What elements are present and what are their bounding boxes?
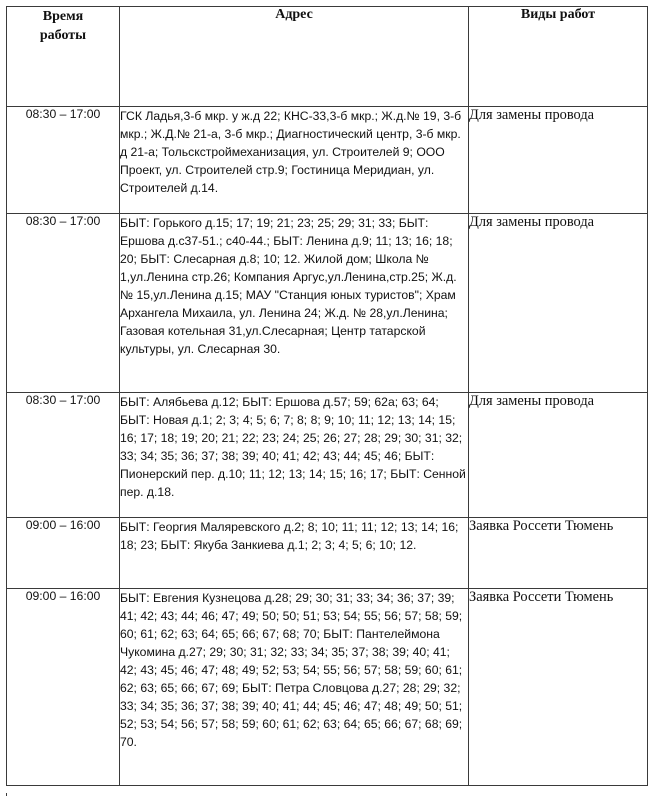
table-row (7, 107, 648, 214)
row-work-type: Заявка Россети Тюмень (469, 589, 648, 786)
table-row (7, 518, 648, 589)
row-address: БЫТ: Алябьева д.12; БЫТ: Ершова д.57; 59; 62а; 63; 64; БЫТ: Новая д.1; 2; 3; 4; 5; 6; 7; 8; 8; 9; 10; 11; 12; 13; 14; 15; 16; 17; 18; 19; 20; 21; 22; 23; 24; 25; 26; 27; 28; 29; 30; 31; 32; 33; 34; 35; 36; 37; 38; 39; 40; 41; 42; 43; 44; 45; 46; БЫТ: Пионерский пер. д.10; 11; 12; 13; 14; 15; 16; 17; БЫТ: Сенной пер. д.18. (120, 393, 469, 518)
row-work-type: Для замены провода (469, 214, 648, 393)
outage-schedule-table (6, 6, 648, 786)
row-address: ГСК Ладья,3-б мкр. у ж.д 22; КНС-33,3-б мкр.; Ж.д.№ 19, 3-б мкр.; Ж.Д.№ 21-а, 3-б мкр.; Диагностический центр, 3-б мкр. д 21-а; Тольскстроймеханизация, ул. Строителей 9; ООО Проект, ул. Строителей стр.9; Гостиница Меридиан, ул. Строителей д.14. (120, 107, 469, 214)
header-time-line2: работы (39, 28, 87, 43)
row-time: 09:00 – 16:00 (7, 589, 120, 786)
row-address: БЫТ: Георгия Маляревского д.2; 8; 10; 11; 11; 12; 13; 14; 16; 18; 23; БЫТ: Якуба Занкиева д.1; 2; 3; 4; 5; 6; 10; 12. (120, 518, 469, 589)
row-work-type: Для замены провода (469, 393, 648, 518)
header-address: Адрес (120, 7, 469, 107)
row-work-type: Заявка Россети Тюмень (469, 518, 648, 589)
header-time-line1: Время (42, 9, 84, 24)
row-time: 09:00 – 16:00 (7, 518, 120, 589)
table-row (7, 393, 648, 518)
table-row (7, 589, 648, 786)
row-work-type: Для замены провода (469, 107, 648, 214)
table-row (7, 214, 648, 393)
row-address: БЫТ: Евгения Кузнецова д.28; 29; 30; 31; 33; 34; 36; 37; 39; 41; 42; 43; 44; 46; 47; 49; 50; 50; 51; 53; 54; 55; 56; 57; 58; 59; 60; 61; 62; 63; 64; 65; 66; 67; 68; 70; БЫТ: Пантелеймона Чукомина д.27; 29; 30; 31; 32; 33; 34; 35; 37; 38; 39; 40; 41; 42; 43; 45; 46; 47; 48; 49; 52; 53; 54; 55; 56; 57; 58; 59; 60; 61; 62; 63; 65; 66; 67; 69; БЫТ: Петра Словцова д.27; 28; 29; 32; 33; 34; 35; 36; 37; 38; 39; 40; 41; 44; 45; 46; 47; 48; 49; 50; 51; 52; 53; 54; 56; 57; 58; 59; 60; 61; 62; 63; 64; 65; 66; 67; 68; 69; 70. (120, 589, 469, 786)
table-header-row (7, 7, 648, 107)
row-time: 08:30 – 17:00 (7, 393, 120, 518)
row-address: БЫТ: Горького д.15; 17; 19; 21; 23; 25; 29; 31; 33; БЫТ: Ершова д.с37-51.; с40-44.; БЫТ: Ленина д.9; 11; 13; 16; 18; 20; БЫТ: Слесарная д.8; 10; 12. Жилой дом; Школа № 1,ул.Ленина стр.26; Компания Аргус,ул.Ленина,стр.25; Ж.д. № 15,ул.Ленина д.15; МАУ "Станция юных туристов"; Храм Архангела Михаила, ул. Ленина 24; Ж.д. № 28,ул.Ленина; Газовая котельная 31,ул.Слесарная; Центр татарской культуры, ул. Слесарная 30. (120, 214, 469, 393)
header-work-type: Виды работ (469, 7, 648, 107)
row-time: 08:30 – 17:00 (7, 214, 120, 393)
header-time (7, 7, 120, 107)
row-time: 08:30 – 17:00 (7, 107, 120, 214)
